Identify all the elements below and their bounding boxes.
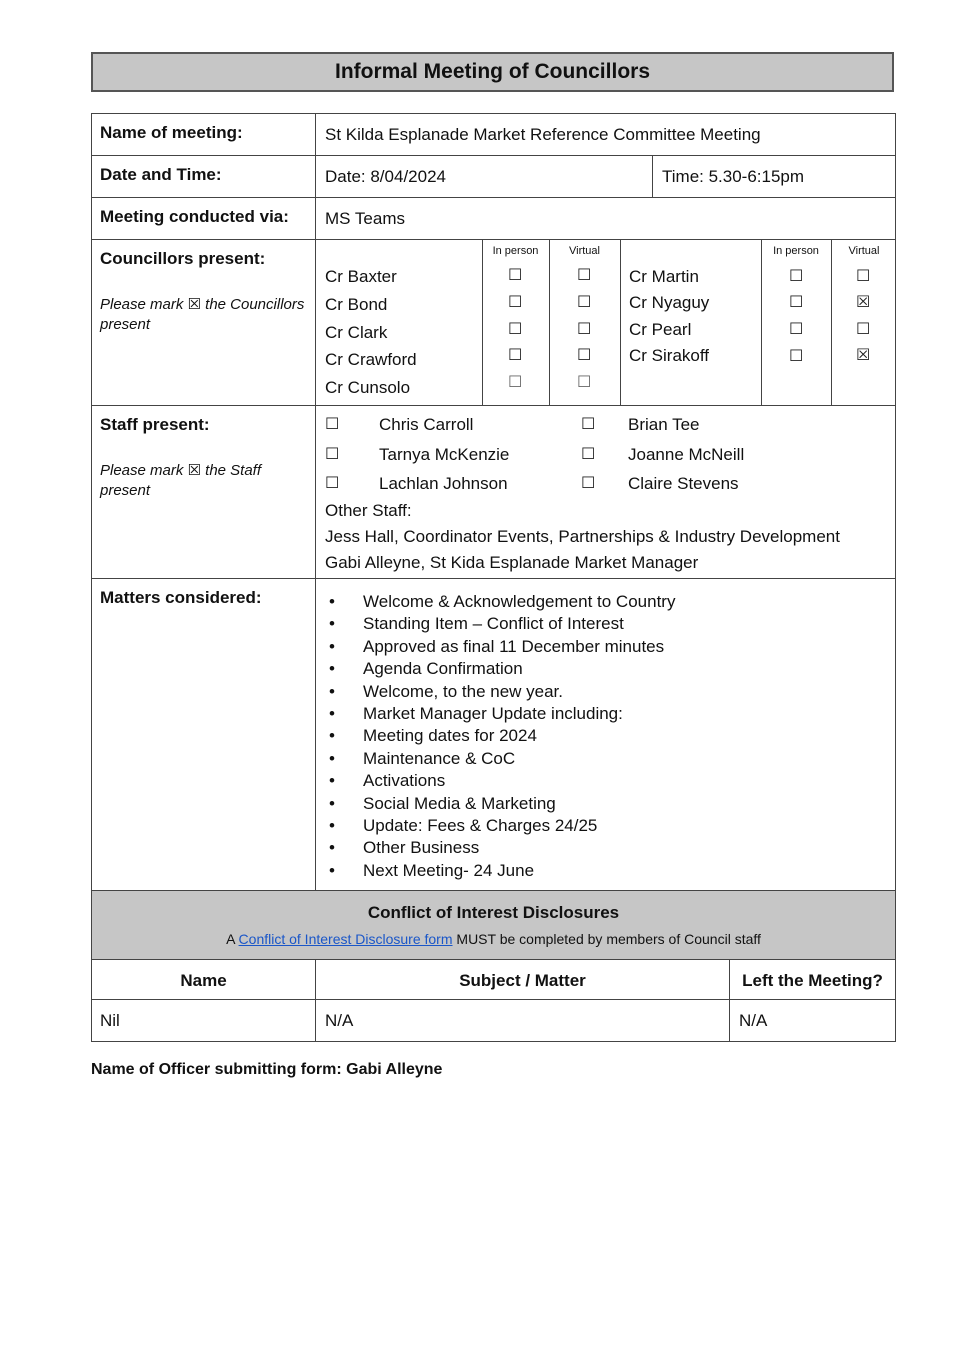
- list-item: • Next Meeting- 24 June: [329, 860, 535, 880]
- coi-note: A Conflict of Interest Disclosure form MUST be completed by members of Council staff: [226, 931, 761, 947]
- col-divider: [620, 240, 621, 405]
- list-item: • Other Business: [329, 838, 480, 858]
- meeting-name-cell: [316, 114, 895, 155]
- coi-col-subject: Subject / Matter: [316, 960, 730, 999]
- col-in-person-right: In person: [773, 245, 819, 257]
- date-time-divider: [652, 156, 653, 197]
- coi-col-left: Left the Meeting?: [742, 971, 883, 990]
- checkbox-in-person[interactable]: ☐: [789, 294, 804, 311]
- col-divider: [761, 240, 762, 405]
- checkbox-in-person[interactable]: ☐: [789, 348, 804, 365]
- staff-label: Staff present:: [100, 415, 210, 434]
- staff-cell: [316, 406, 895, 578]
- col-divider: [549, 240, 550, 405]
- document-title: Informal Meeting of Councillors: [91, 52, 894, 92]
- councillors-hint: Please mark ☒ the Councillors present: [100, 296, 305, 333]
- other-staff-line: Gabi Alleyne, St Kida Esplanade Market Manager: [325, 553, 699, 572]
- date-time-cell: [316, 156, 895, 197]
- councillor-name: Cr Baxter: [325, 267, 397, 286]
- coi-title: Conflict of Interest Disclosures: [367, 903, 620, 922]
- staff-label-cell: [92, 406, 316, 578]
- councillor-name: Cr Martin: [629, 267, 699, 286]
- checkbox-virtual[interactable]: ☐: [856, 268, 871, 285]
- coi-name-value: Nil: [92, 1000, 316, 1041]
- list-item: • Social Media & Marketing: [329, 793, 556, 813]
- staff-name: Claire Stevens: [628, 474, 739, 493]
- staff-name: Joanne McNeill: [628, 445, 745, 464]
- list-item: • Maintenance & CoC: [329, 748, 516, 768]
- col-divider: [831, 240, 832, 405]
- staff-name: Chris Carroll: [379, 415, 474, 434]
- meeting-name-value: St Kilda Esplanade Market Reference Committee Meeting: [325, 125, 761, 144]
- councillor-name: Cr Pearl: [629, 320, 692, 339]
- list-item: • Welcome, to the new year.: [329, 681, 564, 701]
- list-item: • Update: Fees & Charges 24/25: [329, 816, 598, 836]
- staff-name: Brian Tee: [628, 415, 700, 434]
- staff-name: Tarnya McKenzie: [379, 445, 510, 464]
- councillor-name: Cr Clark: [325, 323, 388, 342]
- checkbox-in-person[interactable]: ☐: [789, 321, 804, 338]
- other-staff-label: Other Staff:: [325, 501, 412, 520]
- checkbox-in-person[interactable]: ☐: [508, 347, 523, 364]
- councillors-label-cell: [92, 240, 316, 405]
- table-row: [92, 1000, 895, 1041]
- councillor-name: Cr Crawford: [325, 350, 417, 369]
- row-staff: [92, 406, 895, 579]
- councillor-name: Cr Bond: [325, 295, 388, 314]
- coi-form-link[interactable]: Conflict of Interest Disclosure form: [238, 931, 453, 947]
- checkbox-staff[interactable]: ☐: [581, 416, 596, 433]
- col-virtual-right: Virtual: [848, 245, 880, 257]
- date-time-label: Date and Time:: [92, 156, 316, 197]
- coi-col-name: Name: [92, 960, 316, 999]
- conducted-via-cell: [316, 198, 895, 239]
- councillor-name: Cr Nyaguy: [629, 293, 710, 312]
- checkbox-staff[interactable]: ☐: [581, 446, 596, 463]
- checkbox-virtual[interactable]: ☒: [856, 294, 871, 311]
- checkbox-in-person[interactable]: ☐: [508, 374, 523, 391]
- councillors-label: Councillors present:: [100, 249, 266, 268]
- checkbox-virtual[interactable]: ☐: [577, 267, 592, 284]
- col-divider: [482, 240, 483, 405]
- row-matters: [92, 579, 895, 891]
- checkbox-virtual[interactable]: ☐: [577, 321, 592, 338]
- coi-subject-value: N/A: [316, 1000, 730, 1041]
- matters-label: Matters considered:: [92, 579, 316, 890]
- col-virtual-left: Virtual: [569, 245, 600, 257]
- date-value: Date: 8/04/2024: [325, 167, 446, 186]
- list-item: • Agenda Confirmation: [329, 659, 523, 679]
- meeting-form-table: [91, 113, 896, 1042]
- list-item: • Activations: [329, 771, 446, 791]
- checkbox-in-person[interactable]: ☐: [789, 268, 804, 285]
- row-conducted-via: [92, 198, 895, 240]
- checkbox-staff[interactable]: ☐: [325, 416, 340, 433]
- checkbox-virtual[interactable]: ☐: [577, 294, 592, 311]
- list-item: • Market Manager Update including:: [329, 704, 623, 724]
- matters-cell: [316, 579, 895, 890]
- coi-left-value: N/A: [739, 1011, 768, 1030]
- checkbox-in-person[interactable]: ☐: [508, 294, 523, 311]
- coi-column-headers: [92, 960, 895, 1000]
- checkbox-in-person[interactable]: ☐: [508, 267, 523, 284]
- matters-list: [325, 591, 675, 882]
- checkbox-virtual[interactable]: ☐: [577, 374, 592, 391]
- col-in-person-left: In person: [492, 245, 539, 257]
- conducted-via-label: Meeting conducted via:: [92, 198, 316, 239]
- list-item: • Standing Item – Conflict of Interest: [329, 614, 624, 634]
- list-item: • Welcome & Acknowledgement to Country: [329, 592, 676, 611]
- coi-header: [92, 891, 895, 960]
- checkbox-virtual[interactable]: ☒: [856, 347, 871, 364]
- checkbox-in-person[interactable]: ☐: [508, 321, 523, 338]
- staff-name: Lachlan Johnson: [379, 474, 508, 493]
- row-date-time: [92, 156, 895, 198]
- row-meeting-name: [92, 114, 895, 156]
- checkbox-staff[interactable]: ☐: [581, 475, 596, 492]
- other-staff-line: Jess Hall, Coordinator Events, Partnerships & Industry Development: [325, 527, 840, 546]
- councillors-cell: [316, 240, 895, 405]
- staff-hint: Please mark ☒ the Staff present: [100, 462, 262, 499]
- councillor-name: Cr Cunsolo: [325, 378, 411, 397]
- list-item: • Approved as final 11 December minutes: [329, 636, 665, 656]
- checkbox-staff[interactable]: ☐: [325, 446, 340, 463]
- list-item: • Meeting dates for 2024: [329, 726, 537, 746]
- councillor-name: Cr Sirakoff: [629, 346, 709, 365]
- officer-submitting: Name of Officer submitting form: Gabi Alleyne: [91, 1061, 443, 1078]
- checkbox-virtual[interactable]: ☐: [856, 321, 871, 338]
- time-value: Time: 5.30-6:15pm: [662, 167, 805, 186]
- checkbox-virtual[interactable]: ☐: [577, 347, 592, 364]
- checkbox-staff[interactable]: ☐: [325, 475, 340, 492]
- meeting-name-label: Name of meeting:: [92, 114, 316, 155]
- row-councillors: [92, 240, 895, 406]
- conducted-via-value: MS Teams: [325, 209, 405, 228]
